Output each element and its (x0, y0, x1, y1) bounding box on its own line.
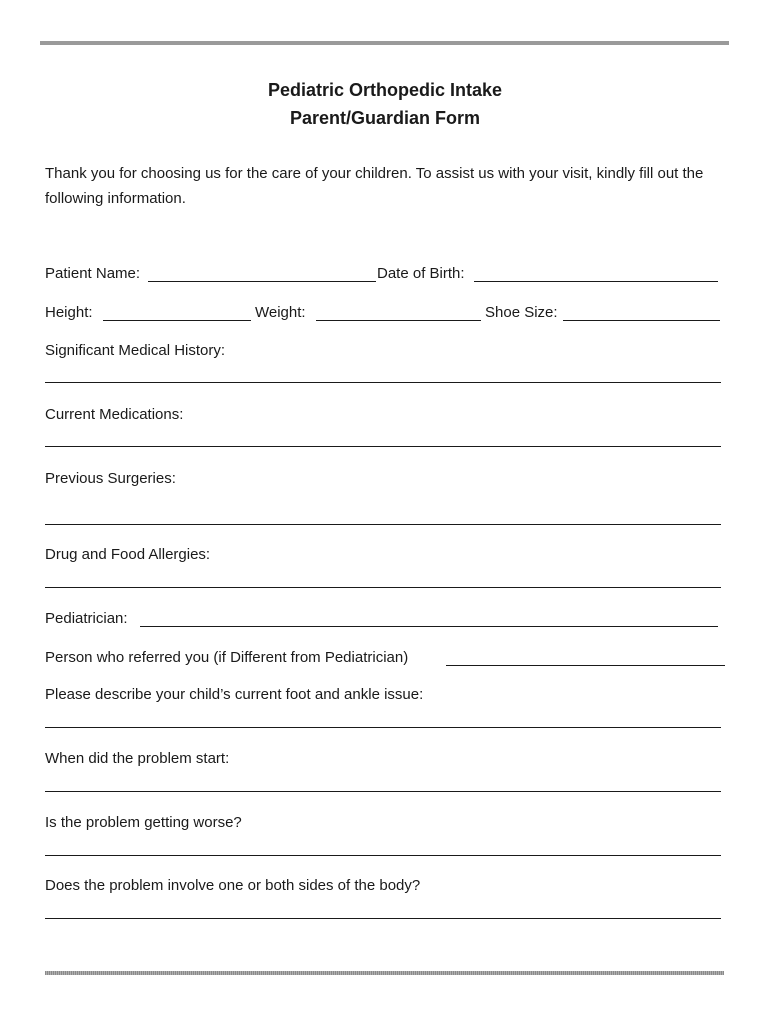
problem-start-field[interactable] (45, 791, 721, 792)
pediatrician-label: Pediatrician: (45, 610, 128, 627)
form-title: Pediatric Orthopedic Intake (267, 80, 503, 100)
allergies-field[interactable] (45, 587, 721, 588)
issue-label: Please describe your child’s current foot and ankle issue: (45, 686, 424, 703)
referrer-field[interactable] (446, 665, 725, 666)
problem-start-label: When did the problem start: (45, 750, 230, 767)
medications-field[interactable] (45, 446, 721, 447)
top-divider (40, 41, 729, 45)
referrer-label: Person who referred you (if Different from Pediatrician) (45, 649, 409, 666)
dob-label: Date of Birth: (377, 265, 465, 282)
pediatrician-field[interactable] (140, 626, 718, 627)
surgeries-field[interactable] (45, 524, 721, 525)
intro-text: Thank you for choosing us for the care of your children. To assist us with your visit, kindly fill out the following information. (45, 165, 704, 207)
patient-name-label: Patient Name: (45, 265, 141, 282)
worse-label: Is the problem getting worse? (45, 814, 242, 831)
shoe-size-label: Shoe Size: (485, 304, 558, 321)
medical-history-label: Significant Medical History: (45, 342, 226, 359)
surgeries-label: Previous Surgeries: (45, 470, 176, 487)
issue-field[interactable] (45, 727, 721, 728)
medications-label: Current Medications: (45, 406, 184, 423)
weight-label: Weight: (255, 304, 306, 321)
medical-history-field[interactable] (45, 382, 721, 383)
worse-field[interactable] (45, 855, 721, 856)
form-subtitle: Parent/Guardian Form (289, 108, 481, 128)
sides-label: Does the problem involve one or both sides of the body? (45, 877, 421, 894)
patient-name-field[interactable] (148, 281, 376, 282)
shoe-size-field[interactable] (563, 320, 720, 321)
height-field[interactable] (103, 320, 251, 321)
dob-field[interactable] (474, 281, 718, 282)
bottom-divider (45, 971, 724, 975)
height-label: Height: (45, 304, 93, 321)
sides-field[interactable] (45, 918, 721, 919)
weight-field[interactable] (316, 320, 481, 321)
allergies-label: Drug and Food Allergies: (45, 546, 211, 563)
